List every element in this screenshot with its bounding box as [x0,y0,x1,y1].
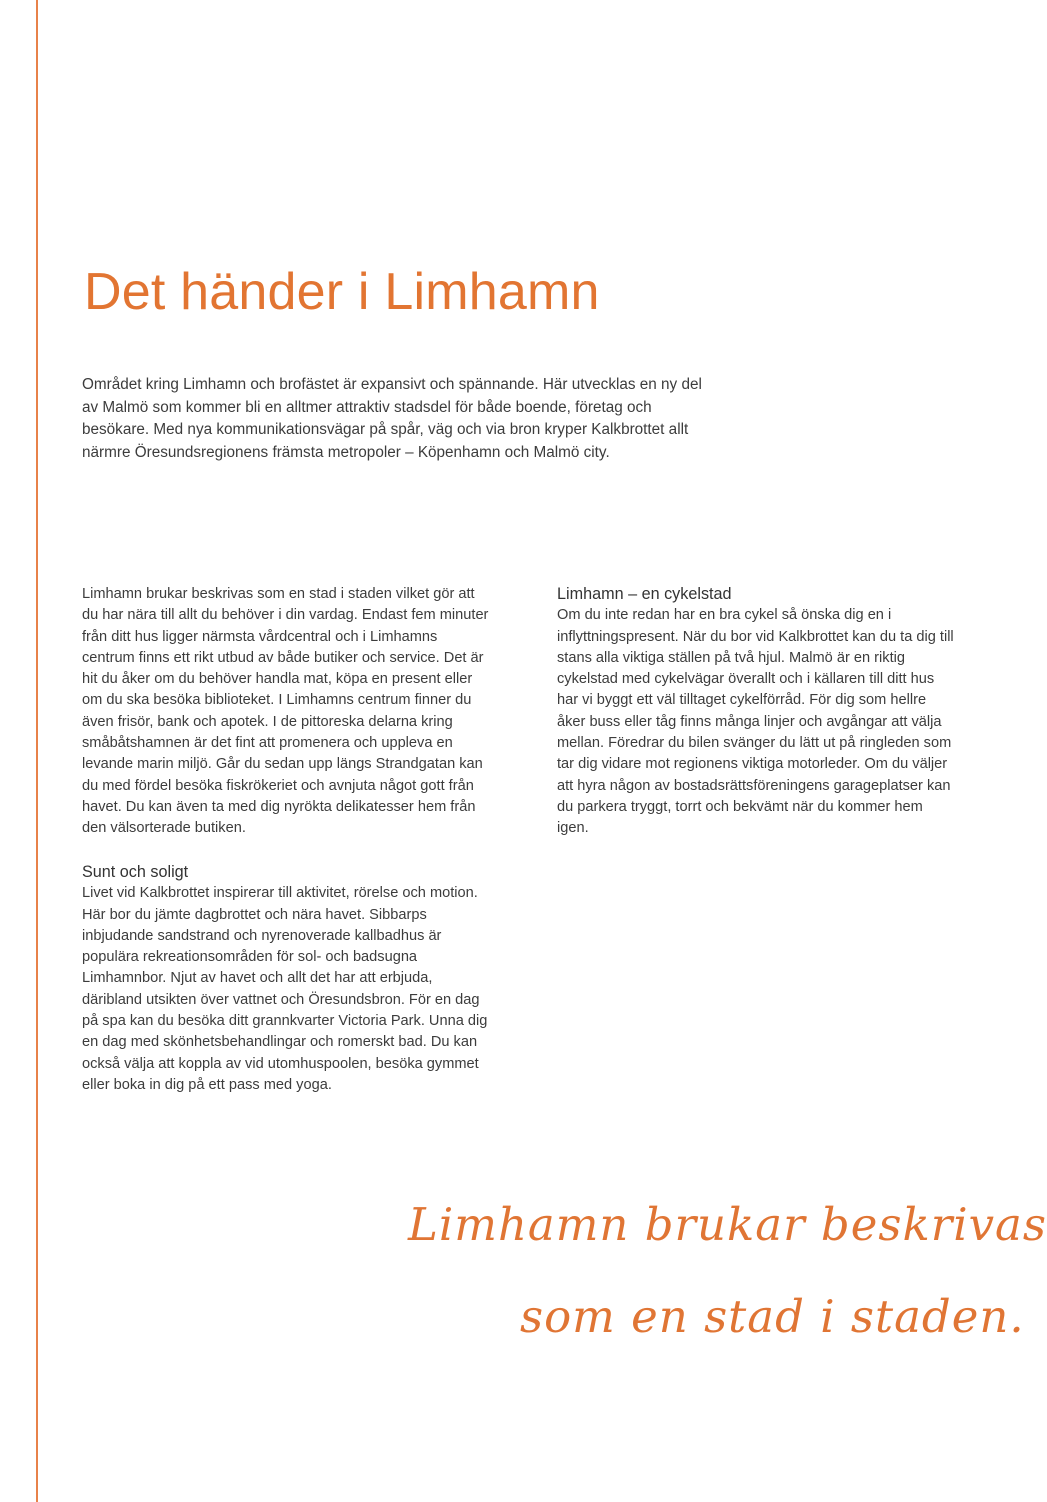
section-sunt-body: Livet vid Kalkbrottet inspirerar till aktivitet, rörelse och motion. Här bor du jämte dagbrottet och nära havet. Sibbarps inbjudande sandstrand och nyrenoverade kallbadhus är populära rekreationsområden för sol- och badsugna Limhamnbor. Njut av havet och allt det har att erbjuda, däribland utsikten över vattnet och Öresundsbron. För en dag på spa kan du besöka ditt grannkvarter Victoria Park. Unna dig en dag med skönhetsbehandlingar och romerskt bad. Du kan också välja att koppla av vid utomhuspoolen, besöka gymmet eller boka in dig på ett pass med yoga. [82,885,488,1093]
section-sunt [82,862,492,1096]
script-quote-line-1: Limhamn brukar beskrivas [408,1198,1047,1251]
script-quote-line-2: som en stad i staden. [520,1290,1025,1343]
section-cykel-heading: Limhamn – en cykelstad [557,585,732,603]
section-cykel-body: Om du inte redan har en bra cykel så önska dig en i inflyttningspresent. När du bor vid Kalkbrottet kan du ta dig till stans alla viktiga ställen på två hjul. Malmö är en riktig cykelstad med cykelvägar överallt och i källaren till ditt hus har vi byggt ett väl tilltaget cykelförråd. För dig som hellre åker buss eller tåg finns många linjer och avgångar att välja mellan. Föredrar du bilen svänger du lätt ut på ringleden som tar dig vidare mot regionens viktiga motorleder. Om du väljer att hyra någon av bostadsrättsföreningens garageplatser kan du parkera tryggt, torrt och bekvämt när du kommer hem igen. [557,607,954,837]
section-stad-body: Limhamn brukar beskrivas som en stad i staden vilket gör att du har nära till allt du behöver i din vardag. Endast fem minuter från ditt hus ligger närmsta vårdcentral och i Limhamns centrum finns ett rikt utbud av både butiker och service. Det är hit du åker om du behöver handla mat, köpa en present eller om du ska besöka biblioteket. I Limhamns centrum finner du även frisör, bank och apotek. I de pittoreska delarna kring småbåtshamnen är det fint att promenera och uppleva en levande marin miljö. Går du sedan upp längs Strandgatan kan du med fördel besöka fiskrökeriet och avnjuta något gott från havet. Du kan även ta med dig nyrökta delikatesser hem från den välsorterade butiken. [82,586,489,837]
intro-paragraph: Området kring Limhamn och brofästet är expansivt och spännande. Här utvecklas en ny del av Malmö som kommer bli en alltmer attraktiv stadsdel för både boende, företag och besökare. Med nya kommunikationsvägar på spår, väg och via bron kryper Kalkbrottet allt närmre Öresundsregionens främsta metropoler – Köpenhamn och Malmö city. [82,376,702,461]
page-title: Det händer i Limhamn [84,263,600,321]
section-stad [82,584,492,840]
section-sunt-heading: Sunt och soligt [82,863,189,881]
section-cykel [557,584,957,840]
left-accent-rule [36,0,38,1502]
